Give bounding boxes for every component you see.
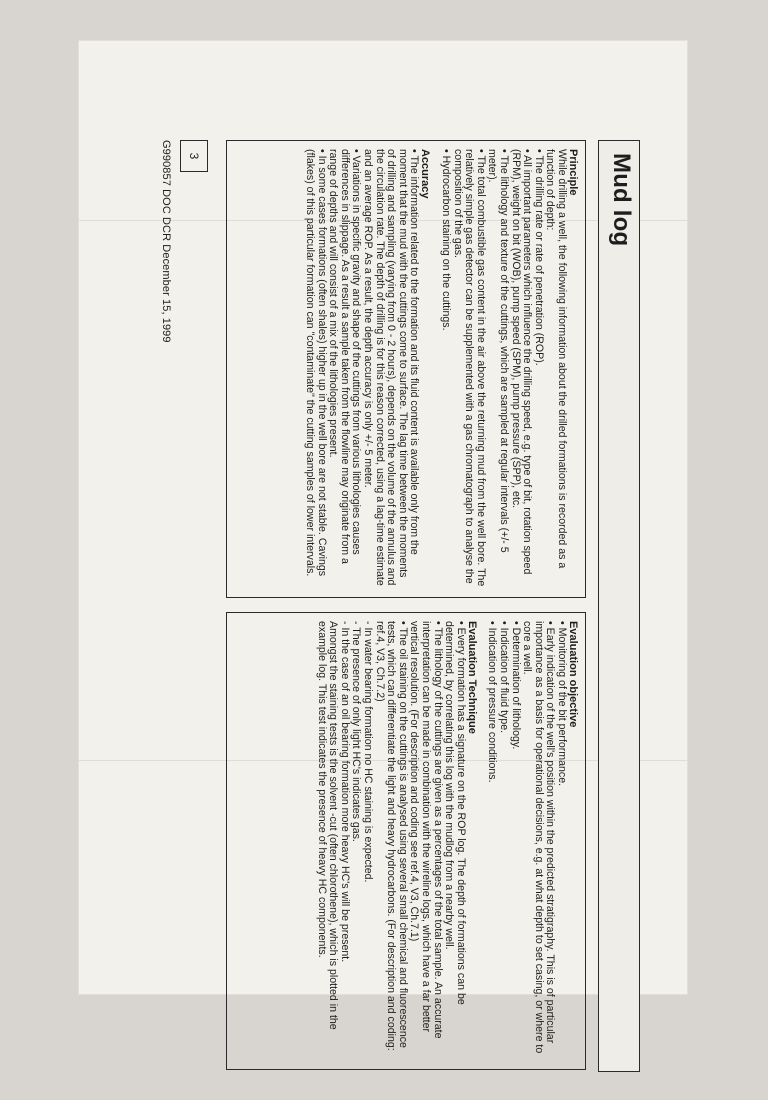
- objective-bullet: • Monitoring of the bit performance.: [556, 621, 568, 787]
- page-title: Mud log: [608, 153, 635, 247]
- technique-text: Amongst the staining tests is the solvent -cut (often chlorothene), which is plotted in the example log. This test indicates the presence of heavy HC components.: [315, 621, 340, 1030]
- accuracy-bullet: • Variations in specific gravity and shape of the cuttings from various lithologies causes differences in slippage. As a result a sample taken from the flowline may originate from a range of depths and will consist of a mix of the lithologies present.: [327, 149, 363, 564]
- right-column: [226, 612, 586, 1070]
- page-number-box: [180, 140, 208, 172]
- objective-heading: Evaluation objective: [567, 621, 579, 728]
- technique-heading: Evaluation Technique: [465, 621, 478, 734]
- rotated-document-page: [150, 140, 640, 1100]
- objective-bullet: • Indication of fluid type.: [498, 621, 511, 734]
- principle-bullet: • The lithology and texture of the cuttings, which are sampled at regular intervals (+/- 5 meter).: [486, 149, 511, 553]
- principle-bullet: • All important parameters which influence the drilling speed, e.g. type of bit, rotation speed (RPM), weight on bit (WOB), pump speed (SPM), pump pressure (SPP), etc.: [509, 149, 534, 575]
- technique-subpoint: - In the case of an oil bearing formation more heavy HC's will be present.: [338, 621, 351, 963]
- objective-bullet: • Early indication of the well's position within the predicted stratigraphy. This is of particular importance as a basis for operational decisions, e.g. at what depth to set casing, or where to core a well.: [521, 621, 557, 1054]
- principle-bullet: • Hydrocarbon staining on the cuttings.: [440, 149, 453, 331]
- title-box: [598, 140, 640, 1072]
- page-number: 3: [187, 152, 201, 160]
- principle-bullet: • The total combustible gas content in the air above the returning mud from the well bore. The relatively simple gas detector can be supplemented with a gas chromatograph to analyse the composition of the gas.: [451, 149, 487, 587]
- principle-bullet: • The drilling rate or rate of penetration (ROP).: [532, 149, 545, 366]
- document-reference: G990857 DOC DCR December 15, 1999: [160, 140, 172, 343]
- accuracy-bullet: • The information related to the formation and its fluid content is available only from the moment that the mud with the cuttings come to surface. The lag time between the moments of drilling and sampling (varying from 0 - 2 hours), depends on the volume of the annulus and the circulation rate. The depth of drilling is for this reason corrected, using a lag-time estimate and an average ROP. As a result, the depth accuracy is only +/- 5 meter.: [362, 149, 421, 586]
- technique-bullet: • The oil staining on the cuttings is analysed using several small chemical and fluorescence tests, which can differentiate the light and heavy hydrocarbons. (For description and coding: ref.4, V3, Ch.7.2): [373, 621, 409, 1051]
- accuracy-heading: Accuracy: [419, 149, 432, 199]
- principle-text: While drilling a well, the following information about the drilled formations is recorded as a function of depth:: [544, 149, 568, 569]
- left-column: [226, 140, 586, 598]
- technique-subpoint: - The presence of only light HC's indicates gas.: [350, 621, 363, 842]
- accuracy-bullet: • In some cases formations (often shales) higher up in the well bore are not stable. Cavings (flakes) of this particular formation can "contaminate" the cutting samples of lower intervals.: [304, 149, 328, 577]
- technique-subpoint: - In water bearing formation no HC staining is expected.: [362, 621, 375, 883]
- technique-bullet: • Every formation has a signature on the ROP log. The depth of formations can be determined, by correlating this log with the mudlog from a nearby well.: [443, 621, 467, 1005]
- objective-bullet: • Indication of pressure conditions.: [486, 621, 499, 783]
- principle-heading: Principle: [567, 149, 579, 196]
- technique-bullet: • The lithology of the cuttings are given as a percentages of the total sample. An accurate interpretation can be made in combination with the wireline logs, which have a far better vertical resolution. (For description and coding see ref.4, V3, Ch.7.1): [408, 621, 444, 1039]
- objective-bullet: • Determination of lithology.: [509, 621, 522, 750]
